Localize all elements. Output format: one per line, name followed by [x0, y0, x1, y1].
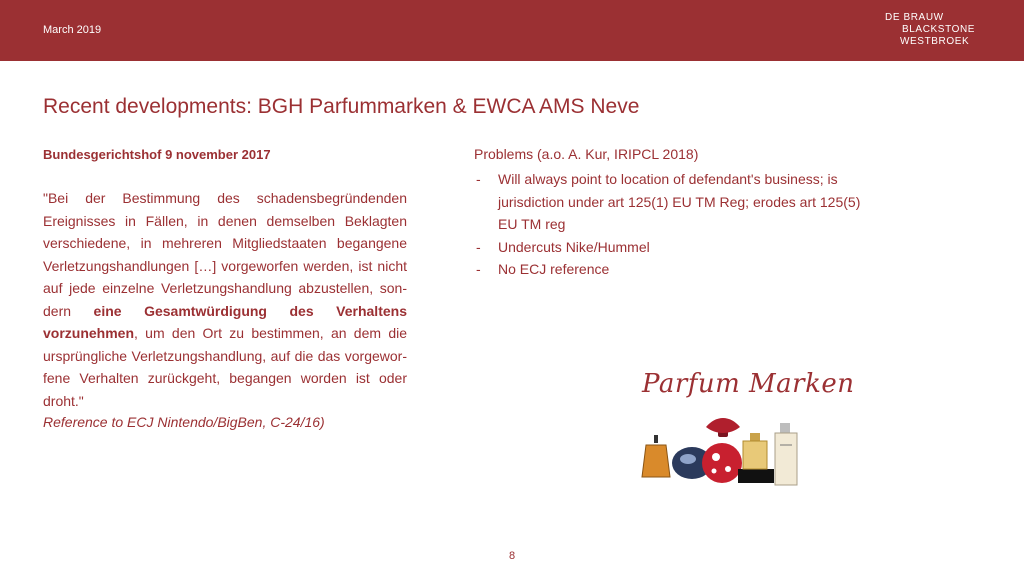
- date-label: March 2019: [43, 24, 102, 36]
- list-item: - Undercuts Nike/Hummel: [476, 238, 650, 255]
- logo-line-2: BLACKSTONE: [902, 24, 976, 35]
- firm-logo: [885, 12, 1005, 52]
- page-number: 8: [509, 550, 516, 562]
- court-heading: Bundesgerichtshof 9 november 2017: [43, 147, 271, 162]
- quote-text-2: , um den Ort zu bestimmen, an dem die ursprüngliche Verletzungshandlung, auf die das vorgewor-fene Verhalten zurückgeht, begangen worden ist oder droht.": [43, 325, 407, 409]
- problem-text: No ECJ reference: [498, 261, 610, 277]
- perfume-brands-image: [630, 365, 855, 495]
- logo-line-3: WESTBROEK: [900, 36, 970, 47]
- quote-bold-text: eine Gesamtwürdigung des Verhaltens vorzunehmen: [43, 302, 407, 341]
- header-bar: [0, 0, 1024, 61]
- quote-text-1: "Bei der Bestimmung des schadensbegründenden Ereignisses in Fällen, in denen demselben Beklagten verschiedene, in mehreren Mitgliedstaaten begangene Verletzungshandlungen […] vorgeworfen werden, ist nicht auf jede einzelne Verletzungshandlung abzustellen, son-dern: [43, 190, 407, 319]
- problems-heading: Problems (a.o. A. Kur, IRIPCL 2018): [474, 146, 699, 162]
- german-quote: [43, 187, 407, 412]
- problem-text: Undercuts Nike/Hummel: [498, 238, 650, 255]
- perfume-bottles-illustration: [630, 365, 830, 495]
- perfume-brands-title: Parfum Marken: [642, 369, 855, 399]
- slide-title: Recent developments: BGH Parfummarken & EWCA AMS Neve: [43, 95, 640, 118]
- list-item: - Will always point to location of defendant's business; is jurisdiction under art 125(1) EU TM Reg; erodes art 125(5) EU TM reg: [476, 171, 861, 232]
- case-reference: Reference to ECJ Nintendo/BigBen, C-24/16): [43, 414, 325, 430]
- logo-line-1: DE BRAUW: [885, 12, 944, 23]
- problems-list: [474, 168, 874, 281]
- problem-text: Will always point to location of defendant's business; is jurisdiction under art 125(1) EU TM Reg; erodes art 125(5) EU TM reg: [498, 171, 861, 232]
- list-item: - No ECJ reference: [476, 261, 610, 277]
